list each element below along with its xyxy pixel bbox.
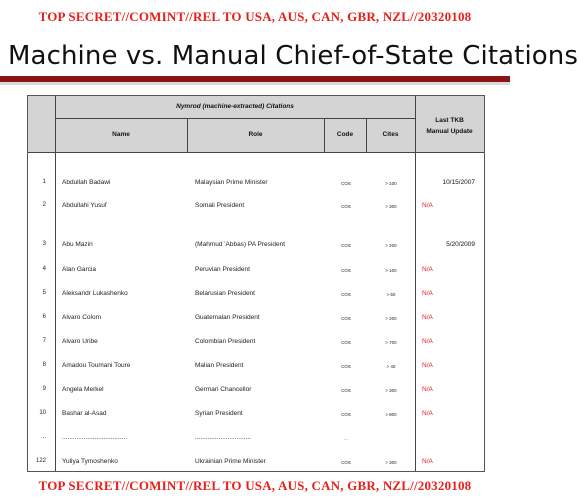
row-code: COS: [341, 268, 351, 273]
row-cites: > 300: [385, 204, 397, 209]
row-number: 122: [35, 458, 46, 464]
row-number: 5: [42, 290, 46, 296]
row-cites: > 800: [385, 412, 397, 417]
row-number: 9: [42, 386, 46, 392]
row-number: 6: [42, 314, 46, 320]
row-role: German Chancellor: [195, 386, 252, 393]
row-code: COS: [341, 460, 351, 465]
row-role: ...............................: [195, 434, 251, 441]
header-tkb-line2: Manual Update: [426, 128, 473, 135]
header-name-cell: [55, 118, 187, 152]
table-row: [28, 386, 484, 396]
row-name: Amadou Toumani Toure: [62, 362, 131, 369]
header-tkb-cell: [415, 96, 484, 152]
row-cites: > 300: [385, 388, 397, 393]
row-code: COS: [341, 243, 351, 248]
row-name: Abdullah Badawi: [62, 179, 111, 186]
header-name-label: Name: [112, 131, 130, 138]
row-cites: > 40: [386, 364, 396, 369]
row-number: 7: [42, 338, 46, 344]
classification-banner-bottom: TOP SECRET//COMINT//REL TO USA, AUS, CAN, GBR, NZL//20320108: [38, 478, 472, 493]
row-number: 1: [42, 179, 46, 185]
row-number: 4: [42, 266, 46, 272]
table-row: [28, 314, 484, 324]
row-cites: > 700: [385, 340, 397, 345]
header-code-label: Code: [336, 131, 354, 138]
row-code: COS: [341, 204, 351, 209]
row-role: Guatemalan President: [195, 314, 260, 321]
table-row: [28, 434, 484, 444]
table-row: [28, 266, 484, 276]
grid-line: [366, 118, 367, 152]
table-row: [28, 338, 484, 348]
row-name: Alvaro Uribe: [62, 338, 98, 345]
row-number: 8: [42, 362, 46, 368]
row-tkb-update: N/A: [422, 290, 433, 297]
title-underline-shadow: [0, 82, 510, 85]
row-number: ...: [40, 434, 46, 440]
row-code: COS: [341, 181, 351, 186]
row-role: Belarusian President: [195, 290, 255, 297]
header-tkb-line1: Last TKB: [435, 117, 464, 124]
row-code: COS: [341, 292, 351, 297]
row-name: Abu Mazin: [62, 241, 93, 248]
row-cites: > 100: [385, 268, 397, 273]
header-code-cell: [324, 118, 366, 152]
header-cites-label: Cites: [382, 131, 399, 138]
row-name: Yuliya Tymoshenko: [62, 458, 118, 465]
table-row: [28, 362, 484, 372]
table-row: [28, 202, 484, 212]
row-name: Alvaro Colom: [62, 314, 102, 321]
row-role: Malian President: [195, 362, 244, 369]
row-cites: > 100: [385, 181, 397, 186]
table-row: [28, 458, 484, 468]
row-code: COS: [341, 340, 351, 345]
row-role: Syrian President: [195, 410, 243, 417]
row-tkb-update: 10/15/2007: [442, 179, 475, 186]
grid-line: [55, 118, 415, 119]
row-tkb-update: N/A: [422, 202, 433, 209]
slide-title: Machine vs. Manual Chief-of-State Citations: [8, 41, 578, 71]
row-code: COS: [341, 316, 351, 321]
row-number: 3: [42, 241, 46, 247]
row-name: Aleksandr Lukashenko: [62, 290, 128, 297]
row-code: COS: [341, 388, 351, 393]
table-row: [28, 179, 484, 189]
grid-line: [187, 118, 188, 152]
row-tkb-update: N/A: [422, 386, 433, 393]
row-tkb-update: N/A: [422, 362, 433, 369]
row-name: Abdullahi Yusuf: [62, 202, 107, 209]
header-group-cell: [55, 96, 415, 118]
table-row: [28, 290, 484, 300]
row-role: Colombian President: [195, 338, 256, 345]
row-number: 2: [42, 202, 46, 208]
row-name: Alan Garcia: [62, 266, 96, 273]
row-tkb-update: N/A: [422, 266, 433, 273]
row-role: Somali President: [195, 202, 245, 209]
citations-table: [27, 95, 485, 472]
header-role-cell: [187, 118, 324, 152]
header-role-label: Role: [248, 131, 263, 138]
row-cites: > 300: [385, 460, 397, 465]
row-code: ...: [344, 436, 348, 441]
grid-line: [324, 118, 325, 152]
row-cites: > 50: [386, 292, 396, 297]
row-tkb-update: N/A: [422, 458, 433, 465]
table-row: [28, 241, 484, 251]
row-code: COS: [341, 364, 351, 369]
grid-line: [28, 152, 484, 153]
row-name: Angela Merkel: [62, 386, 104, 393]
header-num-cell: [28, 96, 55, 152]
row-role: (Mahmud 'Abbas) PA President: [195, 241, 285, 248]
row-code: COS: [341, 412, 351, 417]
row-cites: > 200: [385, 243, 397, 248]
row-role: Ukrainian Prime Minister: [195, 458, 266, 465]
row-number: 10: [39, 410, 46, 416]
row-role: Malaysian Prime Minister: [195, 179, 268, 186]
row-name: ....................................: [62, 434, 128, 441]
row-tkb-update: N/A: [422, 338, 433, 345]
row-tkb-update: N/A: [422, 314, 433, 321]
table-row: [28, 410, 484, 420]
row-name: Bashar al-Asad: [62, 410, 107, 417]
row-cites: > 200: [385, 316, 397, 321]
header-group-label: Nymrod (machine-extracted) Citations: [176, 103, 294, 110]
row-role: Peruvian President: [195, 266, 250, 273]
header-cites-cell: [366, 118, 415, 152]
row-tkb-update: 5/20/2009: [446, 241, 475, 248]
row-tkb-update: N/A: [422, 410, 433, 417]
classification-banner-top: TOP SECRET//COMINT//REL TO USA, AUS, CAN, GBR, NZL//20320108: [38, 9, 472, 24]
